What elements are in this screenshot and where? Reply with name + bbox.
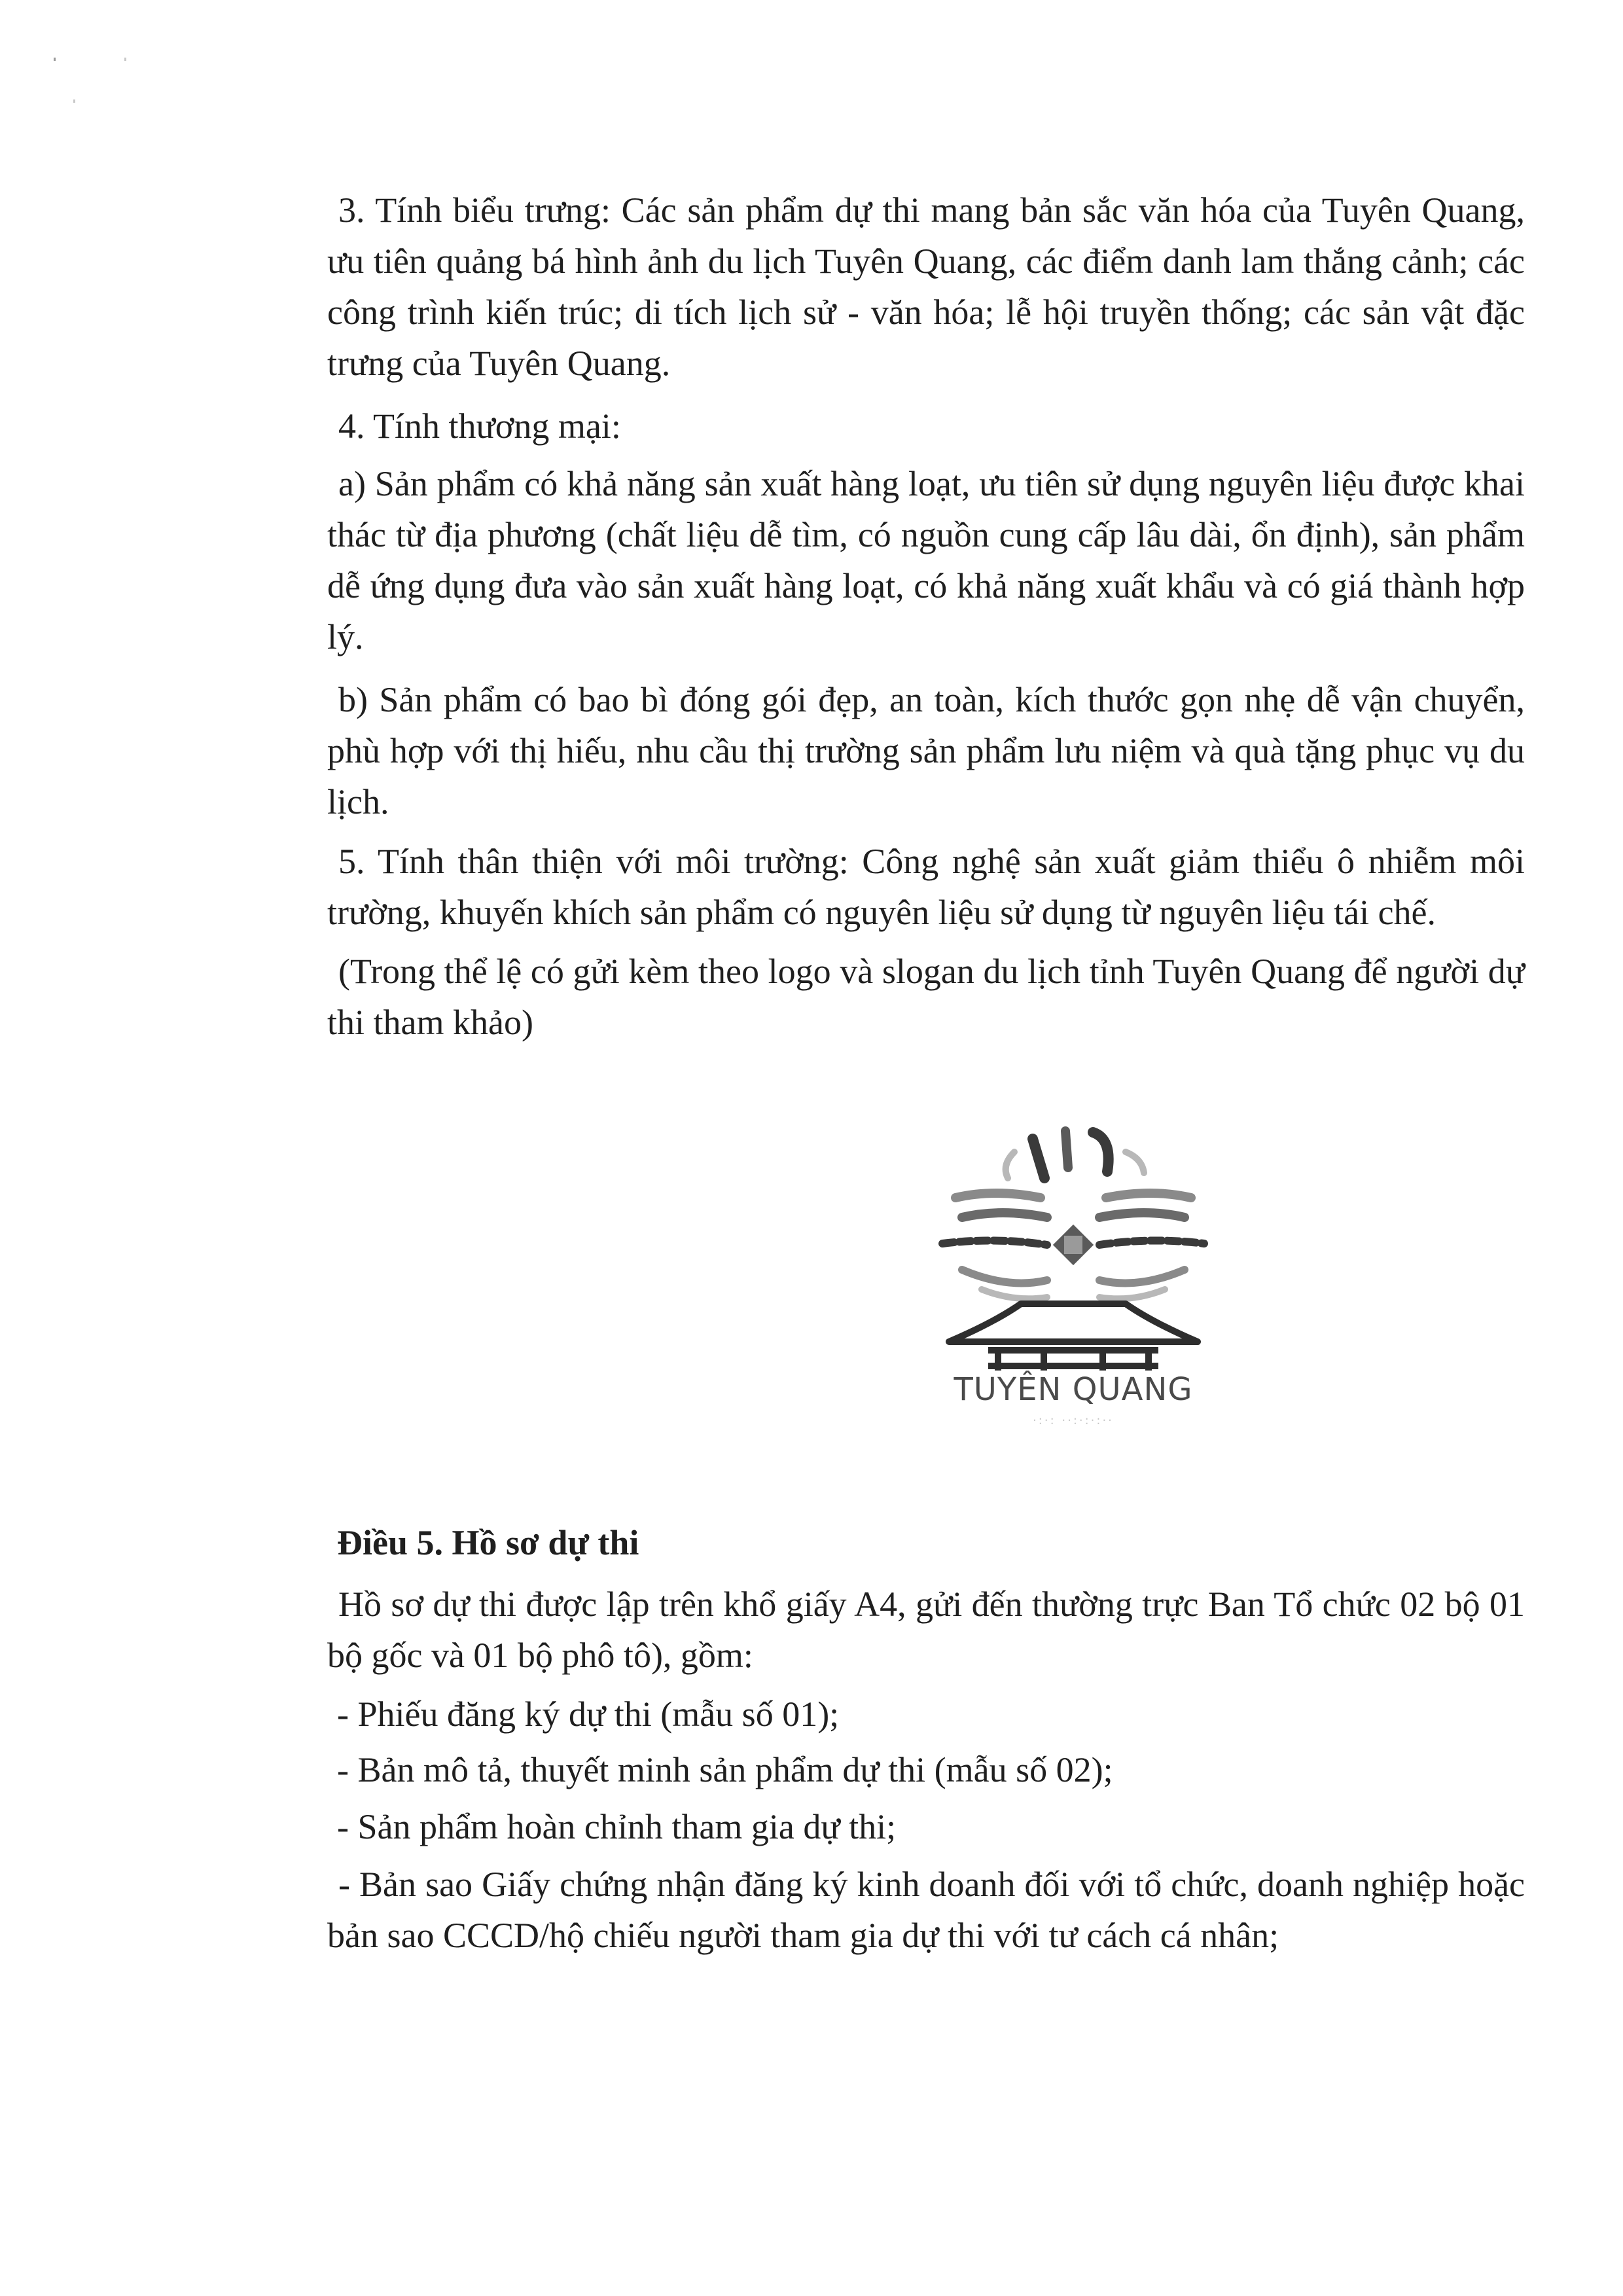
scan-speck xyxy=(54,58,56,61)
logo-slogan: ·:·: ··:·:·:·· xyxy=(1033,1414,1114,1427)
criterion-3-paragraph: 3. Tính biểu trưng: Các sản phẩm dự thi mang bản sắc văn hóa của Tuyên Quang, ưu tiên quảng bá hình ảnh du lịch Tuyên Quang, các điểm danh lam thắng cảnh; các công trình kiến trúc; di tích lịch sử - văn hóa; lễ hội truyền thống; các sản vật đặc trưng của Tuyên Quang. xyxy=(327,190,1525,383)
tuyen-quang-logo xyxy=(916,1126,1230,1453)
scan-speck xyxy=(124,58,126,61)
criterion-5-paragraph: 5. Tính thân thiện với môi trường: Công nghệ sản xuất giảm thiểu ô nhiễm môi trường, khuyến khích sản phẩm có nguyên liệu sử dụng từ nguyên liệu tái chế. xyxy=(327,842,1525,932)
article-5-heading: Điều 5. Hồ sơ dự thi xyxy=(337,1523,639,1562)
criterion-4a-paragraph: a) Sản phẩm có khả năng sản xuất hàng loạt, ưu tiên sử dụng nguyên liệu được khai thác từ địa phương (chất liệu dễ tìm, có nguồn cung cấp lâu dài, ổn định), sản phẩm dễ ứng dụng đưa vào sản xuất hàng loạt, có khả năng xuất khẩu và có giá thành hợp lý. xyxy=(327,464,1525,656)
list-item: - Bản mô tả, thuyết minh sản phẩm dự thi (mẫu số 02); xyxy=(337,1750,1113,1789)
logo-name: TUYÊN QUANG xyxy=(954,1371,1193,1408)
list-item: - Bản sao Giấy chứng nhận đăng ký kinh doanh đối với tổ chức, doanh nghiệp hoặc bản sao CCCD/hộ chiếu người tham gia dự thi với tư cách cá nhân; xyxy=(327,1865,1525,1955)
list-item: - Sản phẩm hoàn chỉnh tham gia dự thi; xyxy=(337,1807,897,1846)
scan-speck xyxy=(73,99,75,103)
criterion-4b-paragraph: b) Sản phẩm có bao bì đóng gói đẹp, an toàn, kích thước gọn nhẹ dễ vận chuyển, phù hợp với thị hiếu, nhu cầu thị trường sản phẩm lưu niệm và quà tặng phục vụ du lịch. xyxy=(327,680,1525,821)
criterion-4-title: 4. Tính thương mại: xyxy=(338,406,621,446)
logo-note-paragraph: (Trong thể lệ có gửi kèm theo logo và slogan du lịch tỉnh Tuyên Quang để người dự thi tham khảo) xyxy=(327,952,1525,1042)
list-item: - Phiếu đăng ký dự thi (mẫu số 01); xyxy=(337,1695,840,1734)
article-5-intro: Hồ sơ dự thi được lập trên khổ giấy A4, gửi đến thường trực Ban Tổ chức 02 bộ 01 bộ gốc và 01 bộ phô tô), gồm: xyxy=(327,1585,1525,1675)
logo-emblem-icon xyxy=(916,1126,1230,1374)
